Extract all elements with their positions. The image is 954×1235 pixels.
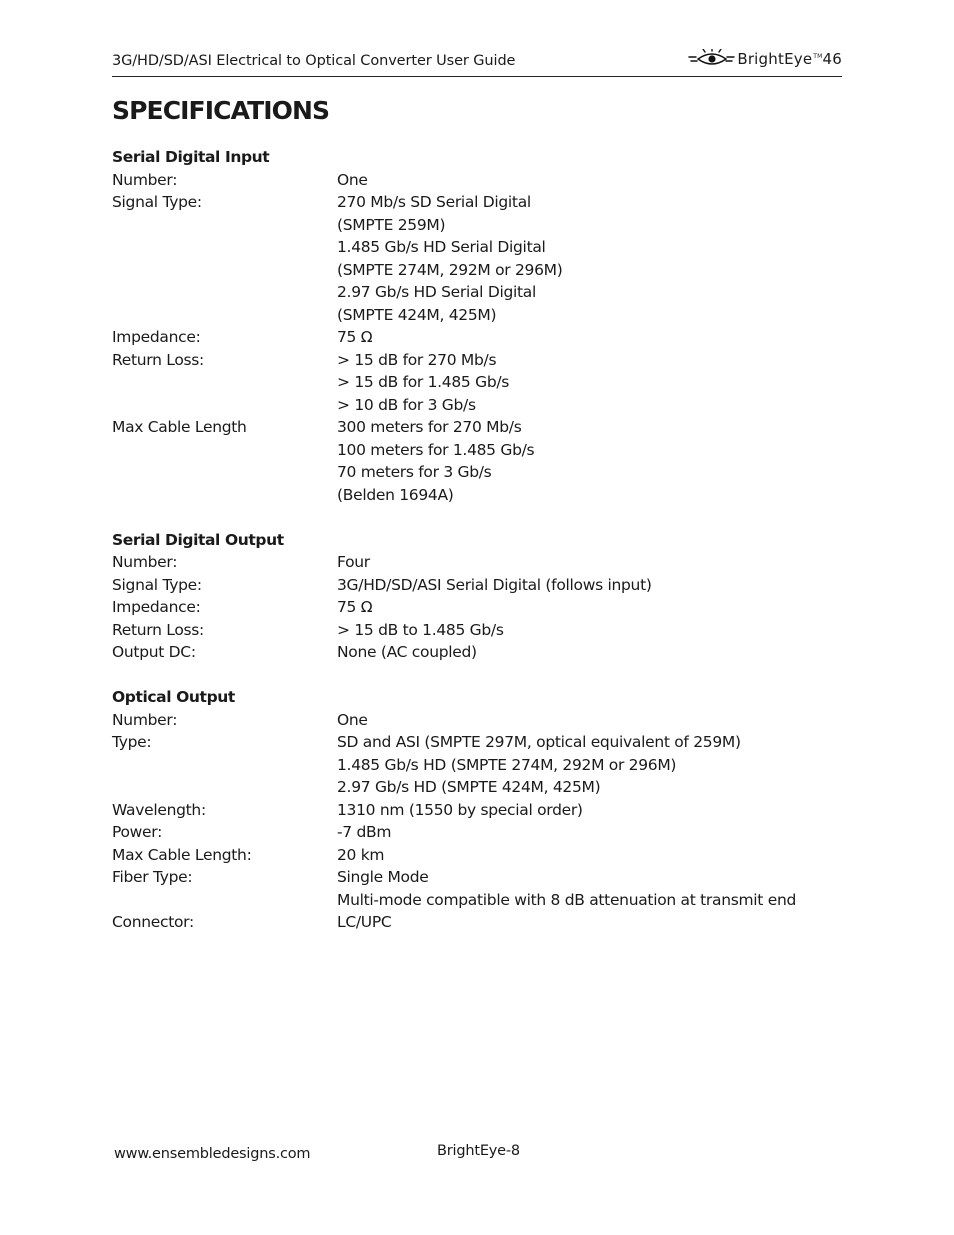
- trademark-mark: TM: [813, 53, 823, 60]
- spec-label: Number:: [112, 710, 178, 729]
- spec-label: Max Cable Length:: [112, 845, 252, 864]
- spec-value: > 15 dB for 1.485 Gb/s: [337, 373, 510, 391]
- spec-values: [337, 799, 842, 822]
- spec-row: [112, 821, 842, 844]
- spec-section: [112, 686, 842, 934]
- spec-label: Connector:: [112, 913, 194, 931]
- spec-value: (SMPTE 424M, 425M): [337, 305, 497, 324]
- spec-value: > 15 dB to 1.485 Gb/s: [337, 620, 504, 639]
- spec-row: [112, 866, 842, 911]
- spec-value: Single Mode: [337, 868, 429, 886]
- spec-values: [337, 169, 842, 192]
- spec-values: [337, 641, 842, 664]
- spec-value: Four: [337, 553, 370, 571]
- spec-values: [337, 619, 842, 642]
- spec-value: None (AC coupled): [337, 643, 477, 661]
- spec-label: Output DC:: [112, 643, 196, 661]
- spec-value: Multi-mode compatible with 8 dB attenuation at transmit end: [337, 890, 797, 909]
- spec-value: 270 Mb/s SD Serial Digital: [337, 193, 531, 211]
- spec-row: [112, 169, 842, 192]
- spec-value: One: [337, 710, 368, 729]
- spec-row: [112, 596, 842, 619]
- spec-values: [337, 551, 842, 574]
- page-title: SPECIFICATIONS: [112, 96, 330, 125]
- spec-value: > 15 dB for 270 Mb/s: [337, 350, 497, 369]
- spec-row: [112, 326, 842, 349]
- spec-value: 20 km: [337, 845, 385, 864]
- spec-label: Signal Type:: [112, 575, 202, 594]
- logo-model: 46: [822, 50, 842, 68]
- spec-label: Max Cable Length: [112, 418, 247, 436]
- logo-name: BrightEye: [737, 50, 813, 68]
- spec-value: 100 meters for 1.485 Gb/s: [337, 440, 535, 459]
- spec-values: [337, 709, 842, 732]
- spec-value: (Belden 1694A): [337, 485, 454, 504]
- spec-row: [112, 191, 842, 326]
- spec-label: Power:: [112, 823, 163, 841]
- spec-value: 2.97 Gb/s HD (SMPTE 424M, 425M): [337, 778, 601, 796]
- spec-section: [112, 529, 842, 664]
- footer-website: www.ensembledesigns.com: [114, 1146, 311, 1162]
- spec-value: (SMPTE 259M): [337, 215, 446, 234]
- spec-row: [112, 416, 842, 506]
- brighteye-logo: [687, 48, 842, 70]
- spec-row: [112, 619, 842, 642]
- document-title: 3G/HD/SD/ASI Electrical to Optical Converter User Guide: [112, 53, 516, 69]
- spec-value: SD and ASI (SMPTE 297M, optical equivalent of 259M): [337, 733, 741, 751]
- logo-wordmark: [737, 50, 842, 68]
- spec-label: Return Loss:: [112, 350, 204, 369]
- specifications-list: [112, 146, 842, 956]
- spec-row: [112, 574, 842, 597]
- spec-values: [337, 349, 842, 417]
- spec-value: > 10 dB for 3 Gb/s: [337, 395, 476, 414]
- spec-label: Impedance:: [112, 598, 201, 616]
- spec-row: [112, 551, 842, 574]
- spec-label: Return Loss:: [112, 620, 204, 639]
- section-heading: Serial Digital Input: [112, 148, 270, 166]
- spec-row: [112, 731, 842, 799]
- section-heading: Serial Digital Output: [112, 530, 284, 549]
- spec-values: [337, 731, 842, 799]
- footer-page-number: BrightEye-8: [437, 1143, 520, 1159]
- spec-row: [112, 911, 842, 934]
- spec-values: [337, 911, 842, 934]
- spec-values: [337, 821, 842, 844]
- spec-label: Type:: [112, 733, 152, 751]
- spec-value: 1310 nm (1550 by special order): [337, 800, 583, 819]
- spec-values: [337, 596, 842, 619]
- spec-values: [337, 866, 842, 911]
- spec-value: 70 meters for 3 Gb/s: [337, 463, 492, 481]
- spec-values: [337, 844, 842, 867]
- spec-value: 1.485 Gb/s HD (SMPTE 274M, 292M or 296M): [337, 755, 677, 774]
- spec-row: [112, 799, 842, 822]
- spec-row: [112, 349, 842, 417]
- spec-values: [337, 416, 842, 506]
- spec-label: Impedance:: [112, 328, 201, 346]
- spec-label: Wavelength:: [112, 800, 206, 819]
- spec-value: LC/UPC: [337, 913, 392, 931]
- spec-value: -7 dBm: [337, 823, 392, 841]
- spec-row: [112, 641, 842, 664]
- spec-row: [112, 709, 842, 732]
- spec-label: Fiber Type:: [112, 868, 193, 886]
- spec-label: Number:: [112, 170, 178, 189]
- spec-value: (SMPTE 274M, 292M or 296M): [337, 260, 563, 279]
- section-heading: Optical Output: [112, 688, 235, 706]
- spec-value: One: [337, 170, 368, 189]
- page-header: [112, 52, 842, 77]
- eye-logo-icon: [687, 49, 737, 69]
- spec-value: 1.485 Gb/s HD Serial Digital: [337, 238, 546, 256]
- spec-value: 2.97 Gb/s HD Serial Digital: [337, 283, 536, 301]
- spec-value: 300 meters for 270 Mb/s: [337, 418, 522, 436]
- spec-row: [112, 844, 842, 867]
- spec-values: [337, 326, 842, 349]
- spec-value: 3G/HD/SD/ASI Serial Digital (follows input): [337, 575, 652, 594]
- spec-values: [337, 574, 842, 597]
- spec-label: Number:: [112, 553, 178, 571]
- spec-section: [112, 146, 842, 506]
- spec-label: Signal Type:: [112, 193, 202, 211]
- spec-value: 75 Ω: [337, 598, 373, 616]
- spec-values: [337, 191, 842, 326]
- spec-value: 75 Ω: [337, 328, 373, 346]
